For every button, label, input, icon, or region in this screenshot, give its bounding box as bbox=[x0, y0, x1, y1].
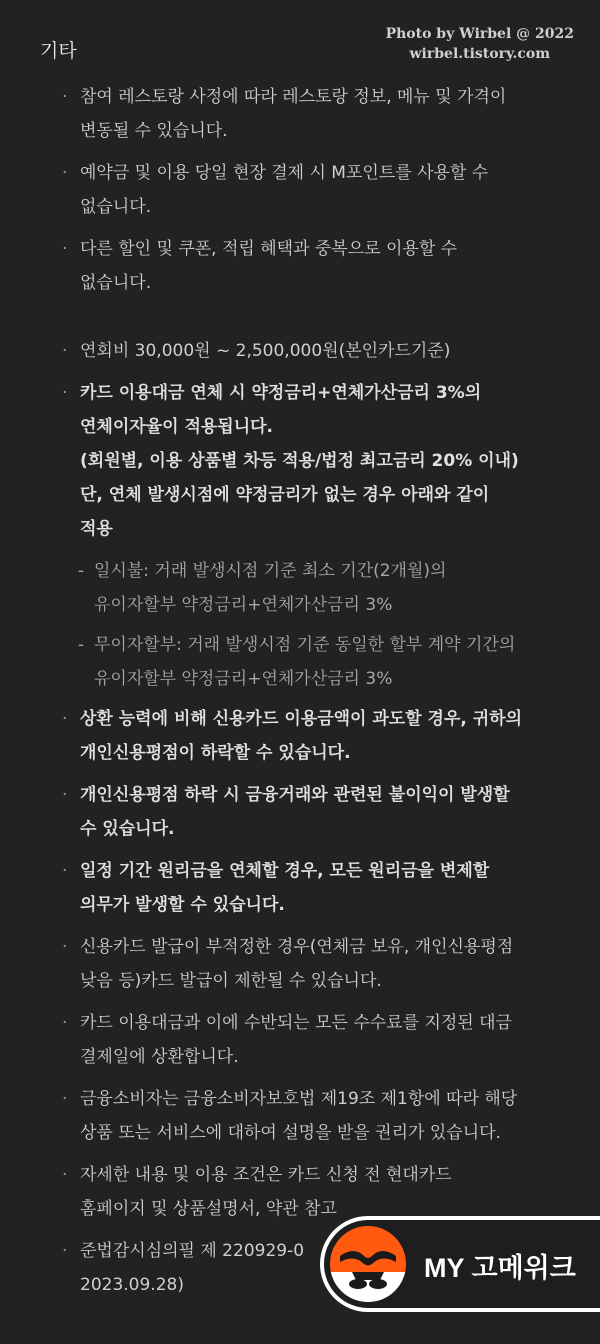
bullet-dot: · bbox=[62, 163, 68, 183]
chef-logo-icon bbox=[330, 1226, 406, 1302]
bullet-dot: · bbox=[62, 1089, 68, 1109]
watermark bbox=[386, 24, 574, 64]
list-item: · 금융소비자는 금융소비자보호법 제19조 제1항에 따라 해당 상품 또는 서비스에 대하여 설명을 받을 권리가 있습니다. bbox=[60, 1082, 565, 1150]
bullet-dot: · bbox=[62, 861, 68, 881]
list-item: · 일정 기간 원리금을 연체할 경우, 모든 원리금을 변제할 의무가 발생할 수 있습니다. bbox=[60, 854, 565, 922]
bullet-dot: · bbox=[62, 937, 68, 957]
bullet-dot: · bbox=[62, 1013, 68, 1033]
list-item: · 준법감시심의필 제 220929-0 2023.09.28) bbox=[60, 1234, 565, 1302]
notice-list bbox=[60, 80, 565, 1302]
bullet-dot: · bbox=[62, 709, 68, 729]
bullet-dot: · bbox=[62, 341, 68, 361]
bullet-dot: · bbox=[62, 383, 68, 403]
list-item: · 상환 능력에 비해 신용카드 이용금액이 과도할 경우, 귀하의 개인신용평점이 하락할 수 있습니다. bbox=[60, 702, 565, 770]
badge-body[interactable] bbox=[324, 1220, 600, 1308]
list-item: · 다른 할인 및 쿠폰, 적립 혜택과 중복으로 이용할 수 없습니다. bbox=[60, 232, 565, 300]
list-item: · 카드 이용대금과 이에 수반되는 모든 수수료를 지정된 대금 결제일에 상환합니다. bbox=[60, 1006, 565, 1074]
watermark-line-2: wirbel.tistory.com bbox=[409, 46, 551, 62]
list-item: · 신용카드 발급이 부적정한 경우(연체금 보유, 개인신용평점 낮음 등)카드 발급이 제한될 수 있습니다. bbox=[60, 930, 565, 998]
list-item: · 자세한 내용 및 이용 조건은 카드 신청 전 현대카드 홈페이지 및 상품설명서, 약관 참고 bbox=[60, 1158, 565, 1226]
bullet-dot: · bbox=[62, 1165, 68, 1185]
bullet-dot: · bbox=[62, 785, 68, 805]
bullet-dot: · bbox=[62, 1241, 68, 1261]
list-item: · 참여 레스토랑 사정에 따라 레스토랑 정보, 메뉴 및 가격이 변동될 수 있습니다. bbox=[60, 80, 565, 148]
list-item: · 예약금 및 이용 당일 현장 결제 시 M포인트를 사용할 수 없습니다. bbox=[60, 156, 565, 224]
badge-label[interactable]: MY 고메위크 bbox=[424, 1253, 576, 1283]
bullet-dot: · bbox=[62, 239, 68, 259]
dash-marker: - bbox=[78, 635, 85, 655]
bullet-dot: · bbox=[62, 87, 68, 107]
watermark-line-1: Photo by Wirbel @ 2022 bbox=[385, 26, 574, 42]
sub-item-lump-sum: - 일시불: 거래 발생시점 기준 최소 기간(2개월)의 유이자할부 약정금리+연체가산금리 3% bbox=[60, 554, 565, 622]
overdue-interest-item: · 카드 이용대금 연체 시 약정금리+연체가산금리 3%의 연체이자율이 적용됩니다. (회원별, 이용 상품별 차등 적용/법정 최고금리 20% 이내) 단, 연체 발생시점에 약정금리가 없는 경우 아래와 같이 적용 bbox=[60, 376, 565, 546]
annual-fee-item: · 연회비 30,000원 ~ 2,500,000원(본인카드기준) bbox=[60, 334, 565, 368]
section-spacer bbox=[60, 308, 565, 334]
section-title: 기타 bbox=[40, 40, 77, 62]
my-gourmet-week-button[interactable] bbox=[320, 1216, 600, 1312]
dash-marker: - bbox=[78, 561, 85, 581]
sub-item-interest-free: - 무이자할부: 거래 발생시점 기준 동일한 할부 계약 기간의 유이자할부 약정금리+연체가산금리 3% bbox=[60, 628, 565, 696]
list-item: · 개인신용평점 하락 시 금융거래와 관련된 불이익이 발생할 수 있습니다. bbox=[60, 778, 565, 846]
